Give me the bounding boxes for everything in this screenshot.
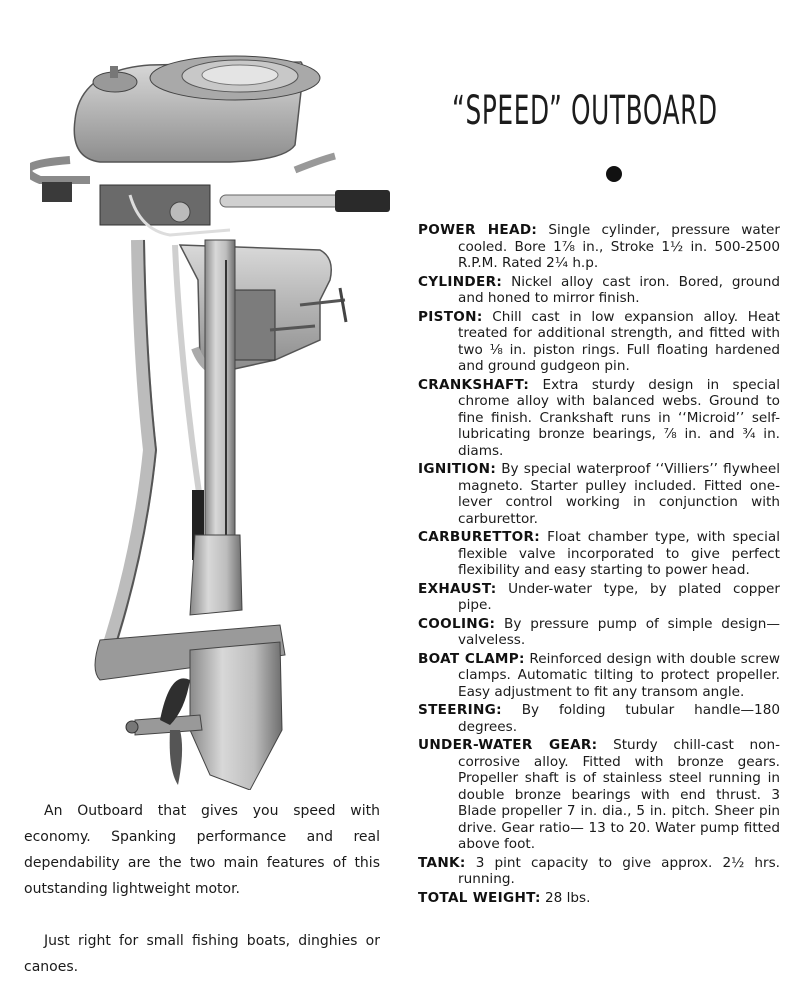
spec-label: BOAT CLAMP: <box>418 650 525 667</box>
intro-text <box>24 798 380 1006</box>
spec-label: CRANKSHAFT: <box>418 376 530 393</box>
specifications-list <box>418 222 780 908</box>
spec-label: IGNITION: <box>418 461 497 477</box>
spec-text: Reinforced design with double screw clamps. Automatic tilting to protect propeller. Easy adjustment to fit any transom angle. <box>458 650 780 700</box>
spec-under-water-gear <box>418 737 780 853</box>
spec-text: By pressure pump of simple design—valveless. <box>458 615 780 648</box>
spec-text: Extra sturdy design in special chrome alloy with balanced webs. Ground to fine finish. Crankshaft runs in ‘‘Microid’’ self-lubricating bronze bearings, ⅞ in. and ¾ in. diams. <box>458 376 780 459</box>
spec-text: By special waterproof ‘‘Villiers’’ flywheel magneto. Starter pulley included. Fitted one-lever control working in conjunction with carburettor. <box>458 461 780 527</box>
spec-tank <box>418 855 780 888</box>
spec-label: POWER HEAD: <box>418 222 538 238</box>
spec-cooling <box>418 616 780 649</box>
intro-paragraph: An Outboard that gives you speed with economy. Spanking performance and real dependability are the two main features of this outstanding lightweight motor. <box>24 803 380 897</box>
spec-text: Float chamber type, with special flexible valve incorporated to give perfect flexibility and easy starting to power head. <box>458 529 781 578</box>
spec-text: Single cylinder, pressure water cooled. Bore 1⅞ in., Stroke 1½ in. 500-2500 R.P.M. Rated 2¼ h.p. <box>458 222 780 271</box>
spec-text: Chill cast in low expansion alloy. Heat treated for additional strength, and fitted with two ⅛ in. piston rings. Full floating hardened and ground gudgeon pin. <box>458 308 780 374</box>
spec-label: PISTON: <box>418 308 483 325</box>
spec-text: By folding tubular handle—180 degrees. <box>458 702 780 735</box>
spec-text: Under-water type, by plated copper pipe. <box>458 580 780 613</box>
spec-text: 28 lbs. <box>545 889 591 906</box>
spec-crankshaft <box>418 377 780 460</box>
spec-label: COOLING: <box>418 615 496 632</box>
spec-text: 3 pint capacity to give approx. 2½ hrs. running. <box>458 854 780 887</box>
spec-text: Sturdy chill-cast non-corrosive alloy. Fitted with bronze gears. Propeller shaft is of stainless steel running in double bronze bearings with end thrust. 3 Blade propeller 7 in. dia., 5 in. pitch. Sheer pin drive. Gear ratio— 13 to 20. Water pump fitted above foot. <box>458 737 780 852</box>
spec-power-head <box>418 222 780 272</box>
page-title: “SPEED” OUTBOARD <box>452 88 718 134</box>
spec-ignition <box>418 461 780 527</box>
spec-text: Nickel alloy cast iron. Bored, ground and honed to mirror finish. <box>458 273 780 306</box>
spec-carburettor <box>418 529 780 579</box>
intro-paragraph: Just right for small fishing boats, dinghies or canoes. <box>24 933 380 975</box>
spec-label: CYLINDER: <box>418 273 503 290</box>
spec-total-weight <box>418 890 780 907</box>
spec-label: STEERING: <box>418 702 502 718</box>
spec-exhaust <box>418 581 780 614</box>
outboard-motor-illustration-icon <box>30 30 410 790</box>
spec-boat-clamp <box>418 651 780 701</box>
spec-label: CARBURETTOR: <box>418 529 541 545</box>
spec-label: UNDER-WATER GEAR: <box>418 737 598 753</box>
spec-piston <box>418 309 780 375</box>
spec-label: TANK: <box>418 854 466 871</box>
outboard-motor-photo <box>30 30 410 790</box>
spec-label: TOTAL WEIGHT: <box>418 889 541 906</box>
spec-steering <box>418 702 780 735</box>
bullet-dot-icon <box>606 166 622 182</box>
spec-label: EXHAUST: <box>418 580 497 597</box>
spec-cylinder <box>418 274 780 307</box>
